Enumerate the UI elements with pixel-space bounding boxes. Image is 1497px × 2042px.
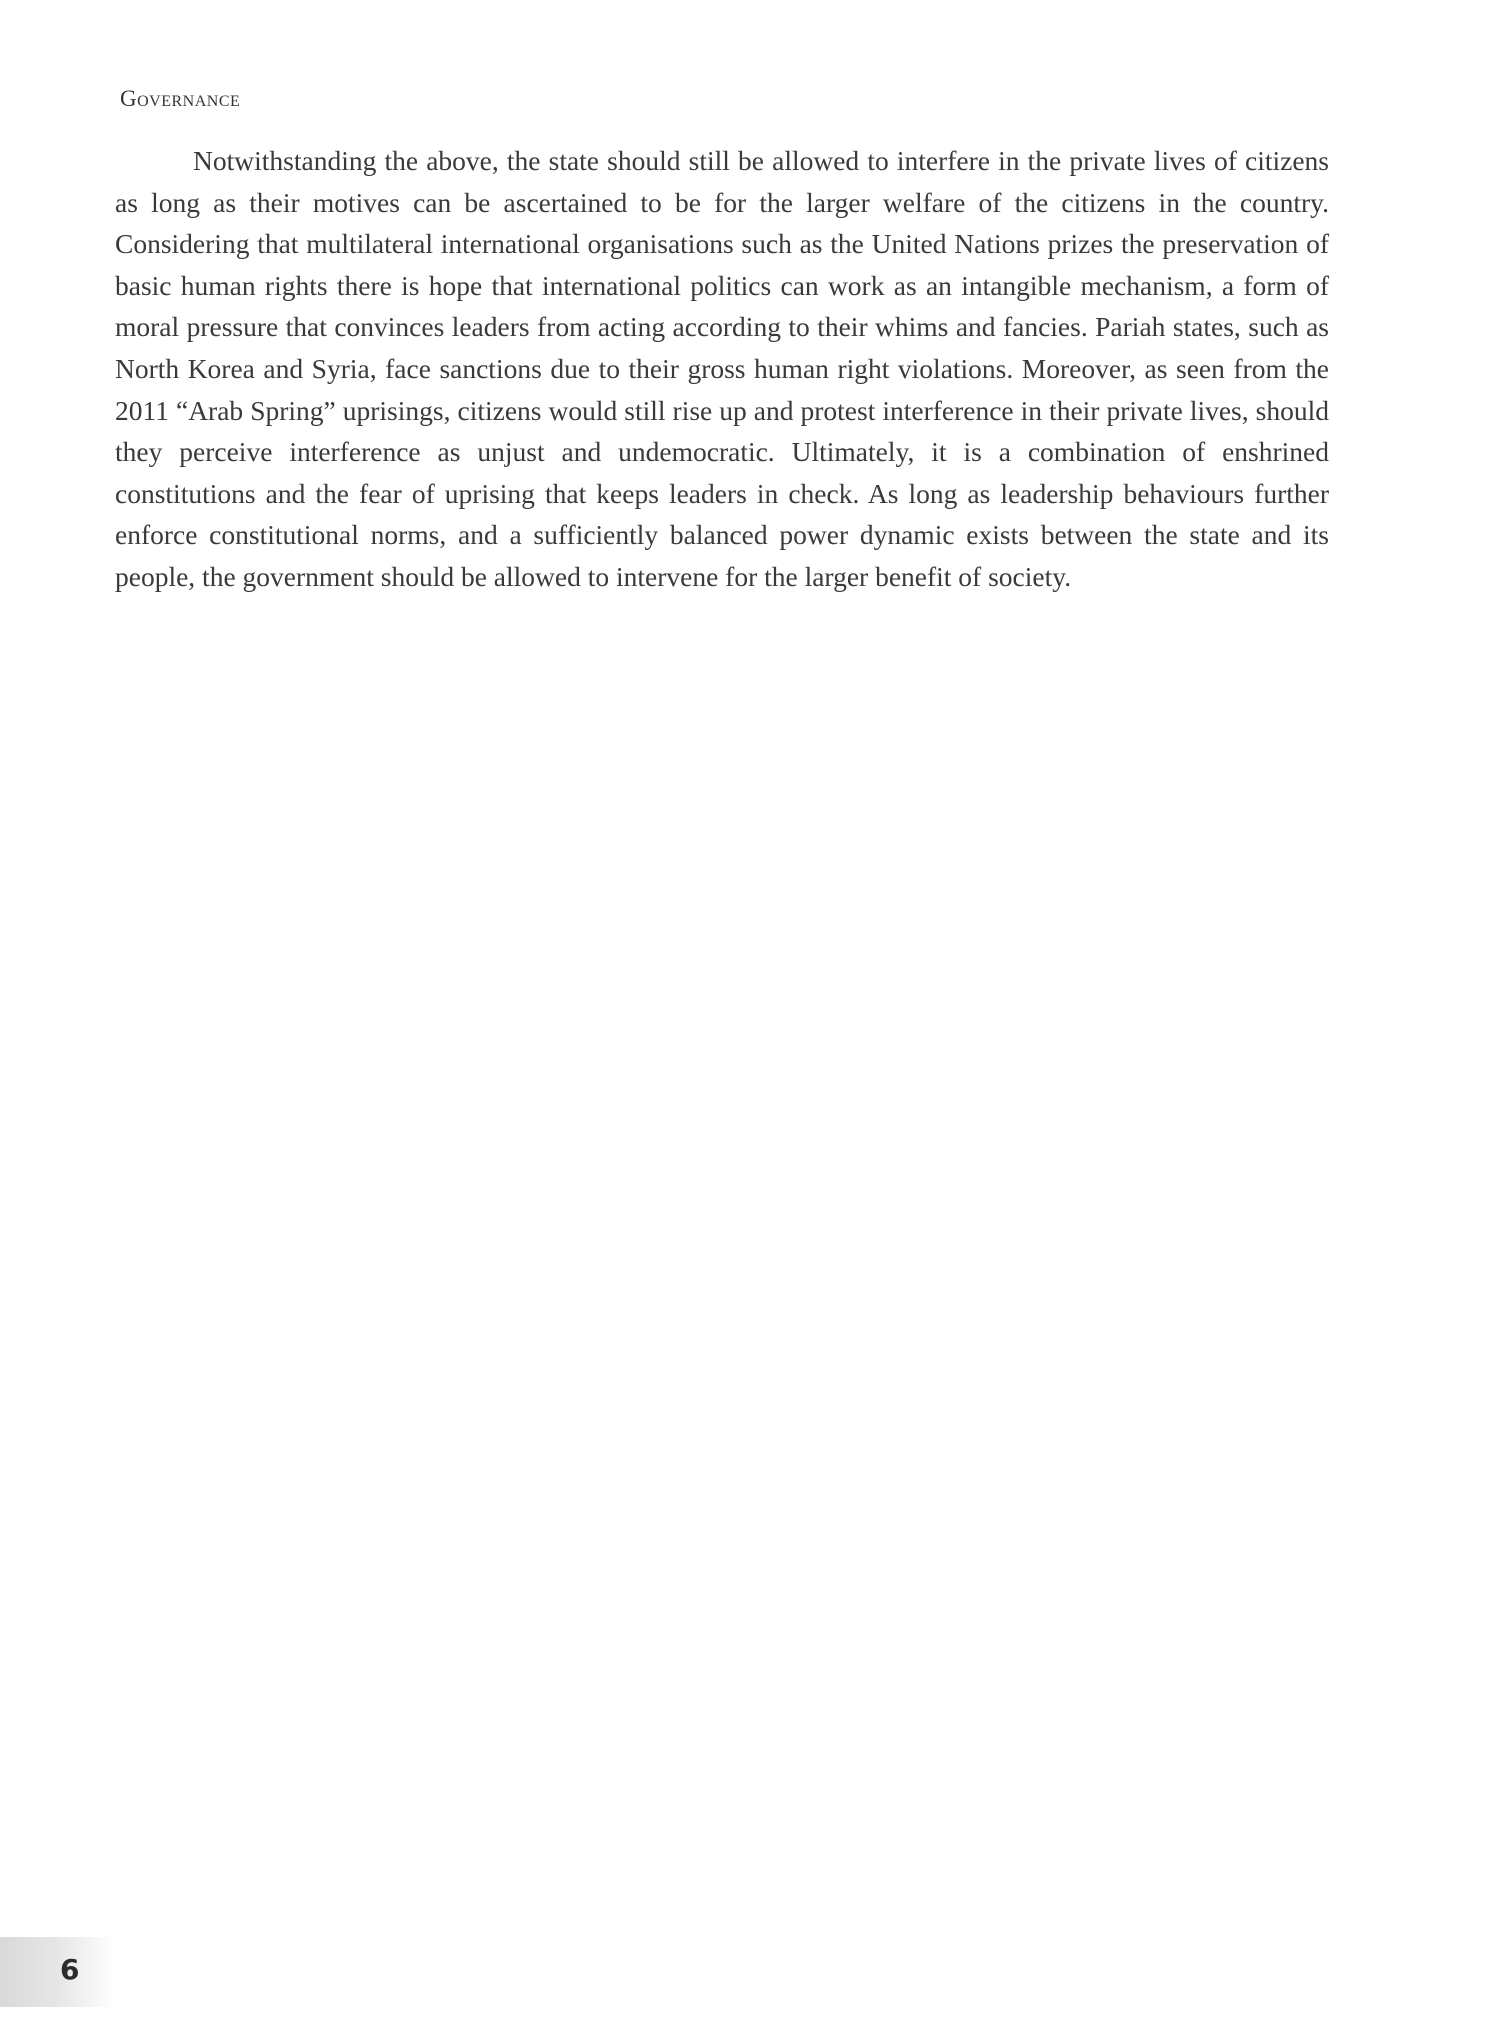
body-paragraph: Notwithstanding the above, the state should still be allowed to interfere in the private lives of citizens as long as their motives can be ascertained to be for the larger welfare of the citizens in the country. Considering that multilateral international organisations such as the United Nations prizes the preservation of basic human rights there is hope that international politics can work as an intangible mechanism, a form of moral pressure that convinces leaders from acting according to their whims and fancies. Pariah states, such as North Korea and Syria, face sanctions due to their gross human right violations. Moreover, as seen from the 2011 “Arab Spring” uprisings, citizens would still rise up and protest interference in their private lives, should they perceive interference as unjust and undemocratic. Ultimately, it is a combination of enshrined constitutions and the fear of uprising that keeps leaders in check. As long as leadership behaviours further enforce constitutional norms, and a sufficiently balanced power dynamic exists between the state and its people, the government should be allowed to intervene for the larger benefit of society. [115, 145, 1329, 592]
running-header: Governance [120, 86, 241, 111]
page-number-tab [0, 1937, 115, 2007]
page-number: 6 [60, 1953, 80, 1986]
